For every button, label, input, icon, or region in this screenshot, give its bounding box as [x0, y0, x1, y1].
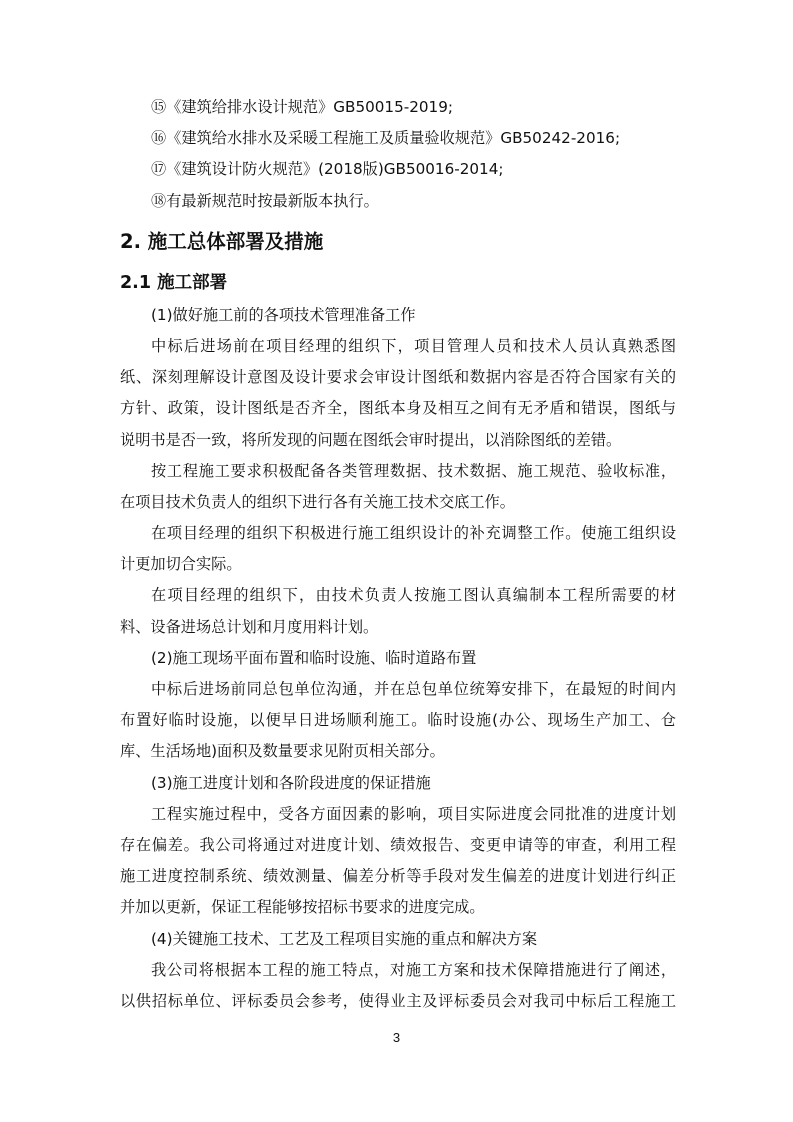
- paragraph-line: 说明书是否一致，将所发现的问题在图纸会审时提出，以消除图纸的差错。: [120, 430, 622, 449]
- item-heading-3: (3)施工进度计划和各阶段进度的保证措施: [151, 773, 431, 792]
- section-heading: 2. 施工总体部署及措施: [120, 229, 324, 253]
- reference-item-15: ⑮《建筑给排水设计规范》GB50015-2019;: [151, 98, 453, 116]
- reference-item-17: ⑰《建筑设计防火规范》(2018版)GB50016-2014;: [151, 160, 504, 179]
- reference-item-16: ⑯《建筑给水排水及采暖工程施工及质量验收规范》GB50242-2016;: [151, 129, 621, 148]
- paragraph-line: 并加以更新，保证工程能够按招标书要求的进度完成。: [120, 898, 485, 917]
- paragraph-line: 按工程施工要求积极配备各类管理数据、技术数据、施工规范、验收标准，: [151, 461, 676, 480]
- paragraph-line: 以供招标单位、评标委员会参考，使得业主及评标委员会对我司中标后工程施工: [120, 991, 676, 1010]
- item-heading-4: (4)关键施工技术、工艺及工程项目实施的重点和解决方案: [151, 929, 538, 948]
- paragraph-line: 库、生活场地)面积及数量要求见附页相关部分。: [120, 742, 445, 761]
- paragraph-line: 料、设备进场总计划和月度用料计划。: [120, 617, 379, 636]
- page-number: 3: [392, 1030, 401, 1045]
- paragraph-line: 我公司将根据本工程的施工特点，对施工方案和技术保障措施进行了阐述，: [151, 960, 676, 979]
- reference-item-18: ⑱有最新规范时按最新版本执行。: [151, 191, 379, 210]
- paragraph-line: 在项目经理的组织下积极进行施工组织设计的补充调整工作。使施工组织设: [151, 524, 676, 543]
- paragraph-line: 在项目经理的组织下，由技术负责人按施工图认真编制本工程所需要的材: [151, 586, 676, 605]
- paragraph-line: 计更加切合实际。: [120, 555, 242, 574]
- paragraph-line: 存在偏差。我公司将通过对进度计划、绩效报告、变更申请等的审查，利用工程: [120, 835, 676, 854]
- subsection-heading: 2.1 施工部署: [120, 272, 228, 293]
- item-heading-1: (1)做好施工前的各项技术管理准备工作: [151, 305, 416, 324]
- paragraph-line: 工程实施过程中，受各方面因素的影响，项目实际进度会同批准的进度计划: [151, 804, 676, 823]
- paragraph-line: 施工进度控制系统、绩效测量、偏差分析等手段对发生偏差的进度计划进行纠正: [120, 867, 676, 886]
- paragraph-line: 布置好临时设施，以便早日进场顺利施工。临时设施(办公、现场生产加工、仓: [120, 711, 676, 730]
- paragraph-line: 中标后进场前在项目经理的组织下，项目管理人员和技术人员认真熟悉图: [151, 336, 676, 355]
- paragraph-line: 纸、深刻理解设计意图及设计要求会审设计图纸和数据内容是否符合国家有关的: [120, 368, 676, 387]
- paragraph-line: 方针、政策，设计图纸是否齐全，图纸本身及相互之间有无矛盾和错误，图纸与: [120, 399, 676, 418]
- paragraph-line: 在项目技术负责人的组织下进行各有关施工技术交底工作。: [120, 492, 515, 511]
- page-content: [120, 92, 676, 1017]
- paragraph-line: 中标后进场前同总包单位沟通，并在总包单位统筹安排下，在最短的时间内: [151, 680, 676, 698]
- item-heading-2: (2)施工现场平面布置和临时设施、临时道路布置: [151, 648, 477, 667]
